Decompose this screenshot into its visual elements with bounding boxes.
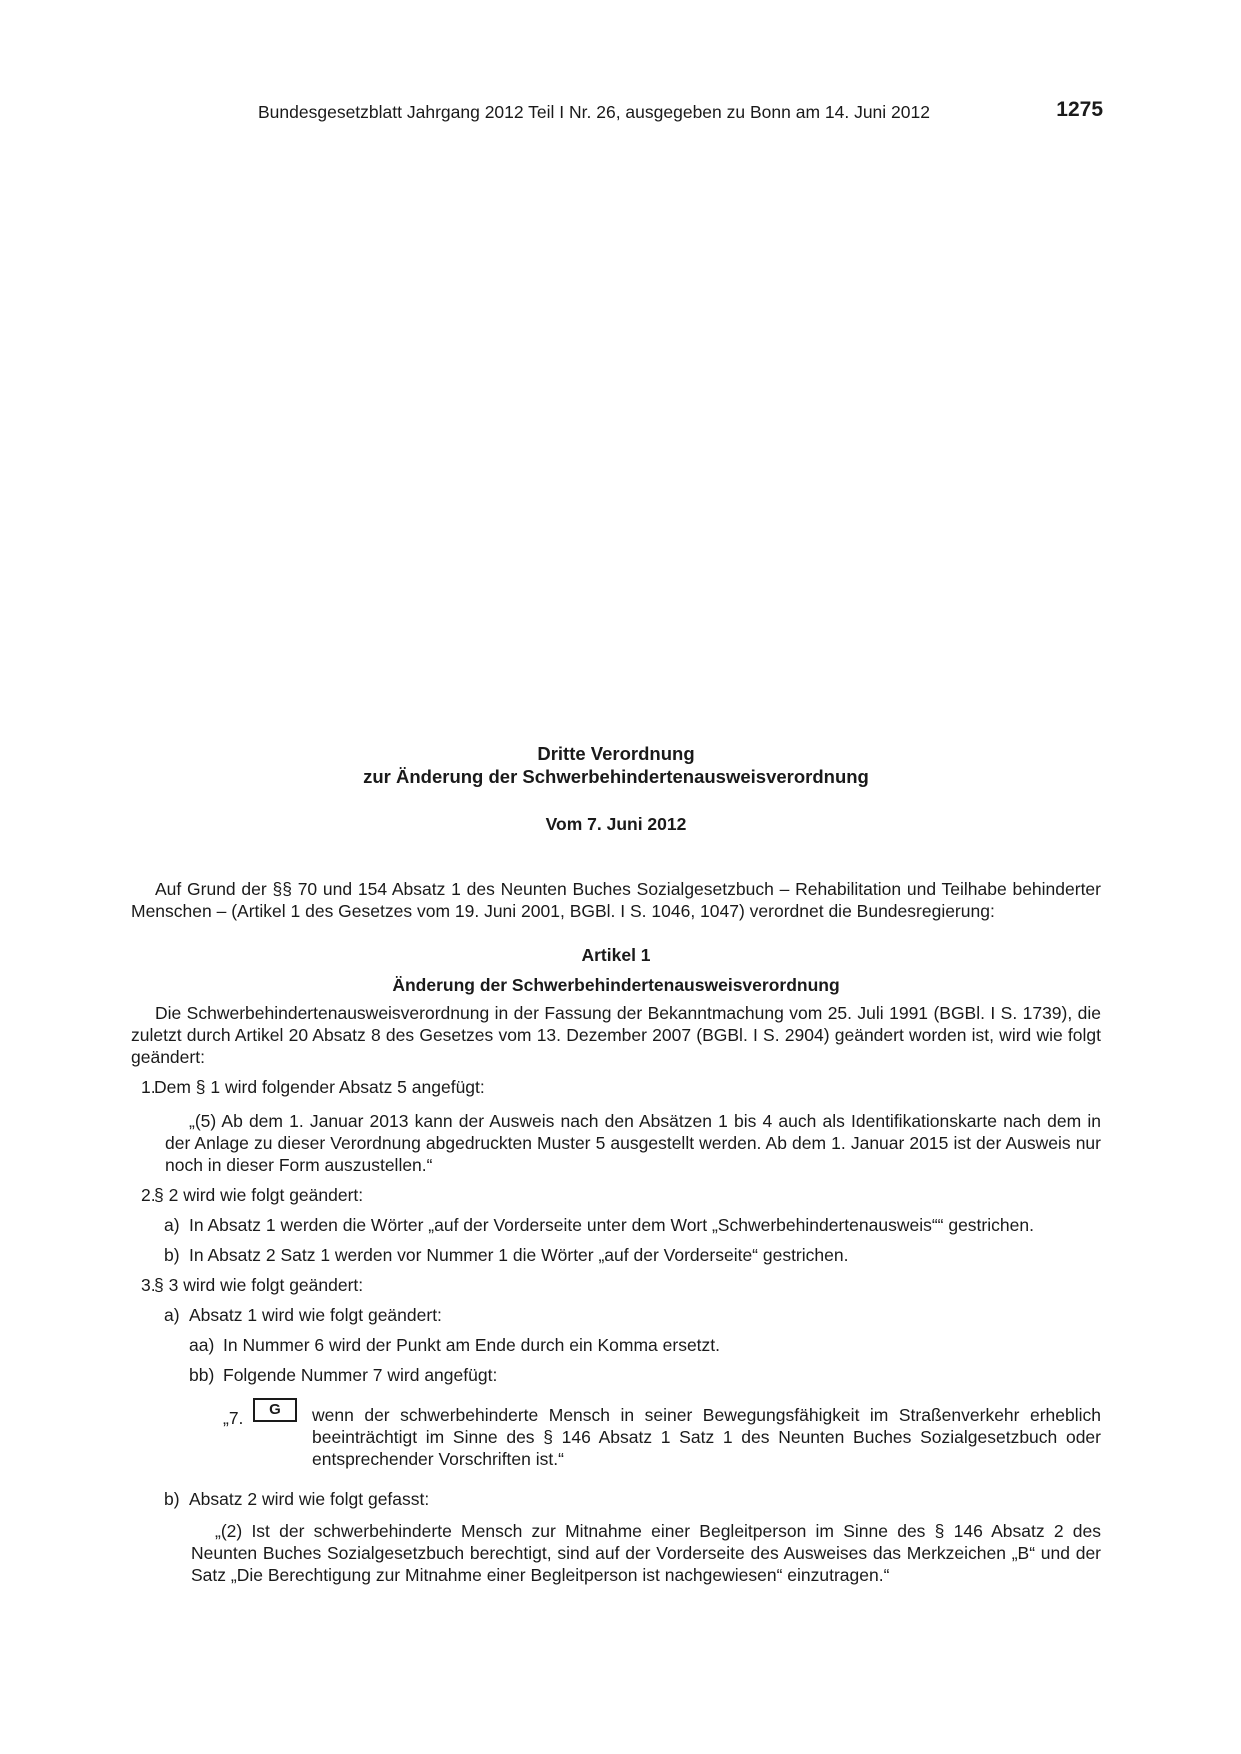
- list-item-3: [131, 1274, 1101, 1296]
- sub-item-2b: [131, 1244, 1101, 1266]
- item-number: bb): [189, 1365, 215, 1385]
- item-text: In Absatz 2 Satz 1 werden vor Nummer 1 die Wörter „auf der Vorderseite“ gestrichen.: [189, 1245, 849, 1265]
- item-text: In Absatz 1 werden die Wörter „auf der Vorderseite unter dem Wort „Schwerbehindertenausweis““ gestrichen.: [189, 1215, 1034, 1235]
- document-body: [131, 742, 1101, 1586]
- entry-number: „7.: [223, 1408, 244, 1428]
- sub-item-3a-aa: [131, 1334, 1101, 1356]
- document-date: Vom 7. Juni 2012: [545, 814, 687, 834]
- item-number: 3.: [141, 1275, 156, 1295]
- article-subheading: Änderung der Schwerbehindertenausweisverordnung: [392, 975, 840, 995]
- item-number: 2.: [141, 1185, 156, 1205]
- entry-text: wenn der schwerbehinderte Mensch in seiner Bewegungsfähigkeit im Straßenverkehr erheblich beeinträchtigt im Sinne des § 146 Absatz 1 Satz 1 des Neunten Buches Sozialgesetzbuch oder entsprechender Vorschriften ist.“: [312, 1405, 1101, 1469]
- item-text: Folgende Nummer 7 wird angefügt:: [223, 1365, 498, 1385]
- merkzeichen-badge: G: [253, 1398, 297, 1422]
- item-text: Dem § 1 wird folgender Absatz 5 angefügt:: [154, 1077, 485, 1097]
- sub-item-3a: [131, 1304, 1101, 1326]
- item-number: aa): [189, 1335, 215, 1355]
- item-number: 1.: [141, 1077, 156, 1097]
- item-text: In Nummer 6 wird der Punkt am Ende durch ein Komma ersetzt.: [223, 1335, 721, 1355]
- quoted-paragraph-2: „(2) Ist der schwerbehinderte Mensch zur Mitnahme einer Begleitperson im Sinne des § 146 Absatz 2 des Neunten Buches Sozialgesetzbuch berechtigt, sind auf der Vorderseite des Ausweises das Merkzeichen „B“ und der Satz „Die Berechtigung zur Mitnahme einer Begleitperson ist nachgewiesen“ einzutragen.“: [191, 1521, 1101, 1585]
- running-title: Bundesgesetzblatt Jahrgang 2012 Teil I Nr. 26, ausgegeben zu Bonn am 14. Juni 2012: [258, 102, 930, 122]
- sub-item-3a-bb: [131, 1364, 1101, 1386]
- sub-item-3b: [131, 1488, 1101, 1510]
- list-item-2: [131, 1184, 1101, 1206]
- item-text: Absatz 2 wird wie folgt gefasst:: [189, 1489, 430, 1509]
- preamble: Auf Grund der §§ 70 und 154 Absatz 1 des Neunten Buches Sozialgesetzbuch – Rehabilitation und Teilhabe behinderter Menschen – (Artikel 1 des Gesetzes vom 19. Juni 2001, BGBl. I S. 1046, 1047) verordnet die Bundesregierung:: [131, 879, 1101, 921]
- page-number: 1275: [1056, 98, 1103, 121]
- item-text: § 3 wird wie folgt geändert:: [154, 1275, 364, 1295]
- document-title: [131, 742, 1101, 788]
- item-number: a): [164, 1215, 180, 1235]
- title-line-1: Dritte Verordnung: [537, 743, 695, 764]
- title-line-2: zur Änderung der Schwerbehindertenausweisverordnung: [363, 766, 869, 787]
- list-item-1: [131, 1076, 1101, 1098]
- article-intro: Die Schwerbehindertenausweisverordnung in der Fassung der Bekanntmachung vom 25. Juli 1991 (BGBl. I S. 1739), die zuletzt durch Artikel 20 Absatz 8 des Gesetzes vom 13. Dezember 2007 (BGBl. I S. 2904) geändert worden ist, wird wie folgt geändert:: [131, 1003, 1101, 1067]
- quoted-entry-7: [131, 1401, 1101, 1470]
- item-number: b): [164, 1489, 180, 1509]
- sub-item-2a: [131, 1214, 1101, 1236]
- article-heading: Artikel 1: [581, 945, 651, 965]
- item-text: § 2 wird wie folgt geändert:: [154, 1185, 364, 1205]
- quoted-paragraph-5: „(5) Ab dem 1. Januar 2013 kann der Ausweis nach den Absätzen 1 bis 4 auch als Identifikationskarte nach dem in der Anlage zu dieser Verordnung abgedruckten Muster 5 ausgestellt werden. Ab dem 1. Januar 2015 ist der Ausweis nur noch in dieser Form auszustellen.“: [165, 1111, 1101, 1175]
- item-number: b): [164, 1245, 180, 1265]
- item-text: Absatz 1 wird wie folgt geändert:: [189, 1305, 442, 1325]
- item-number: a): [164, 1305, 180, 1325]
